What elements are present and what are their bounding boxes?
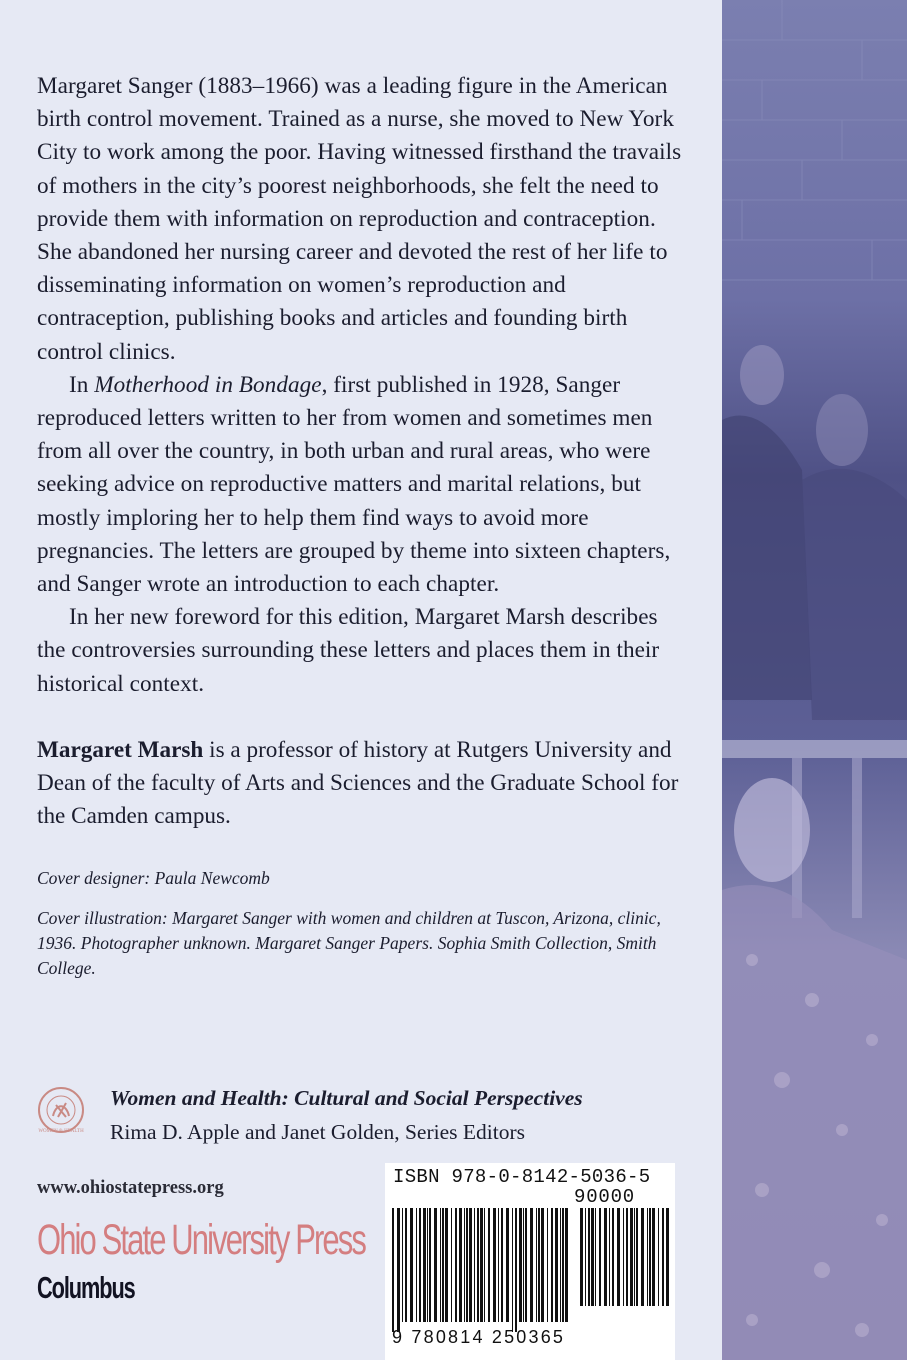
- barcode-bar: [666, 1208, 669, 1306]
- barcode-digits: 9 780814 250365: [392, 1327, 566, 1347]
- barcode-bar: [612, 1208, 614, 1306]
- barcode-bar: [402, 1208, 403, 1322]
- barcode-bar: [451, 1208, 452, 1322]
- barcode-bar: [498, 1208, 499, 1322]
- barcode-bar: [506, 1208, 509, 1322]
- barcode-bar: [525, 1208, 527, 1322]
- barcode-bar: [419, 1208, 421, 1322]
- barcode-bar: [493, 1208, 496, 1322]
- barcode-bar: [538, 1208, 540, 1322]
- barcode-bar: [442, 1208, 444, 1322]
- barcode-bar: [416, 1208, 417, 1322]
- barcode-bar: [652, 1208, 655, 1306]
- barcode-bar: [580, 1208, 583, 1306]
- barcode-bar: [410, 1208, 413, 1322]
- barcode-bar: [609, 1208, 610, 1306]
- isbn-number: ISBN 978-0-8142-5036-5: [393, 1166, 651, 1188]
- barcode-bar: [469, 1208, 472, 1322]
- barcode-bar: [392, 1208, 394, 1332]
- barcode-bar: [464, 1208, 465, 1322]
- barcode-bar: [595, 1208, 596, 1306]
- barcode-bar: [623, 1208, 624, 1306]
- barcode-bar: [515, 1208, 517, 1332]
- child-face: [734, 778, 810, 882]
- barcode-bar: [455, 1208, 457, 1322]
- barcode-bar: [630, 1208, 633, 1306]
- barcode-bar: [423, 1208, 426, 1322]
- cover-photo-strip: [722, 0, 907, 1360]
- woman-face-1: [740, 345, 784, 405]
- paragraph-2-body: , first published in 1928, Sanger reproduced letters written to her from women and sometimes men from all over the country, in both urban and rural areas, who were seeking advice on reproductive matters and marital relations, but mostly imploring her to help them find ways to avoid more pregnancies. The letters are grouped by theme into sixteen chapters, and Sanger wrote an introduction to each chapter.: [37, 371, 671, 598]
- barcode-bar: [397, 1208, 400, 1332]
- barcode-bar: [604, 1208, 607, 1306]
- barcode-bar: [588, 1208, 590, 1306]
- barcode-bar: [551, 1208, 553, 1322]
- barcode-bar: [662, 1208, 664, 1306]
- barcode-bar: [562, 1208, 564, 1322]
- paragraph-2-lead: In: [69, 371, 95, 398]
- barcode-bar: [445, 1208, 448, 1322]
- cover-illustration-credit: Cover illustration: Margaret Sanger with women and children at Tuscon, Arizona, clinic, 1936. Photographer unknown. Margaret Sanger Papers. Sophia Smith Collection, Smith College.: [37, 908, 661, 979]
- barcode-bar: [519, 1208, 522, 1322]
- cover-designer-credit: Cover designer: Paula Newcomb: [37, 868, 270, 889]
- barcode-bar: [523, 1208, 524, 1322]
- description-paragraph-3: In her new foreword for this edition, Margaret Marsh describes the controversies surrounding these letters and places them in their historical context.: [37, 604, 660, 697]
- book-description: [37, 70, 687, 701]
- barcode-bar: [617, 1208, 620, 1306]
- barcode-bar: [565, 1208, 568, 1322]
- barcode-bar: [427, 1208, 428, 1322]
- barcode-bar: [480, 1208, 483, 1322]
- barcode-bar: [641, 1208, 644, 1306]
- barcode-bar: [512, 1208, 513, 1332]
- series-title: Women and Health: Cultural and Social Perspectives: [110, 1086, 583, 1110]
- description-column: [37, 70, 687, 981]
- woman-face-2: [816, 394, 868, 466]
- barcode-bar: [459, 1208, 462, 1322]
- price-barcode-icon: [578, 1208, 670, 1316]
- barcode-bar: [477, 1208, 479, 1322]
- barcode-bar: [647, 1208, 648, 1306]
- publisher-website: www.ohiostatepress.org: [37, 1178, 224, 1198]
- barcode-bar: [501, 1208, 503, 1322]
- barcode-bar: [658, 1208, 659, 1306]
- barcode-bar: [626, 1208, 628, 1306]
- barcode-bar: [591, 1208, 594, 1306]
- women-and-health-seal-icon: [36, 1083, 86, 1137]
- barcode-bar: [405, 1208, 407, 1322]
- barcode-bar: [599, 1208, 601, 1306]
- barcode-bar: [636, 1208, 638, 1306]
- author-bio-text: is a professor of history at Rutgers University and Dean of the faculty of Arts and Sciences and the Graduate School for the Camden campus.: [37, 736, 679, 830]
- description-paragraph-2: [37, 369, 687, 601]
- railing: [722, 740, 907, 758]
- barcode-bar: [440, 1208, 441, 1322]
- price-code: 90000: [574, 1186, 636, 1208]
- barcode-bar: [488, 1208, 490, 1322]
- barcode-bar: [555, 1208, 558, 1322]
- series-editors: Rima D. Apple and Janet Golden, Series Editors: [110, 1120, 525, 1144]
- barcode-bar: [434, 1208, 437, 1322]
- author-name: Margaret Marsh: [37, 736, 204, 763]
- barcode-icon: [390, 1208, 570, 1332]
- barcode-bar: [484, 1208, 485, 1322]
- book-title: Motherhood in Bondage: [94, 371, 322, 398]
- publisher-city: Columbus: [37, 1270, 135, 1305]
- barcode-bar: [547, 1208, 548, 1322]
- description-paragraph-1: Margaret Sanger (1883–1966) was a leading figure in the American birth control movement. Trained as a nurse, she moved to New York City to work among the poor. Having witnessed firsthand the travails of mothers in the city’s poorest neighborhoods, she felt the need to provide them with information on reproduction and contraception. She abandoned her nursing career and devoted the rest of her life to disseminating information on women’s reproduction and contraception, publishing books and articles and founding birth control clinics.: [37, 73, 682, 365]
- barcode-bar: [585, 1208, 586, 1306]
- barcode-bar: [541, 1208, 544, 1322]
- barcode-bar: [474, 1208, 475, 1322]
- seal-lettering: WOMEN & HEALTH: [38, 1129, 84, 1134]
- barcode-bar: [530, 1208, 533, 1322]
- barcode-bar: [536, 1208, 537, 1322]
- barcode-bar: [466, 1208, 468, 1322]
- barcode-bar: [560, 1208, 561, 1322]
- publisher-name: Ohio State University Press: [37, 1216, 365, 1264]
- barcode-bar: [429, 1208, 431, 1322]
- barcode-bar: [634, 1208, 635, 1306]
- author-bio: [37, 734, 687, 834]
- series-info: [36, 1083, 696, 1153]
- barcode-bar: [649, 1208, 651, 1306]
